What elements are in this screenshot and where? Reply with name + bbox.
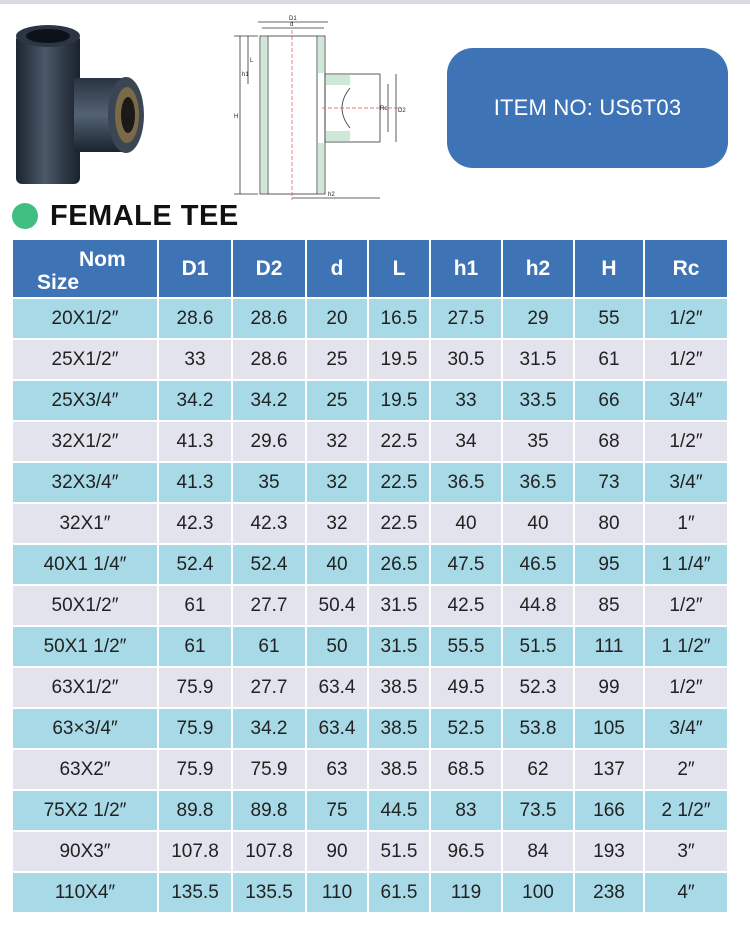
cell-d: 63.4 [306, 667, 368, 708]
cell-d2: 61 [232, 626, 306, 667]
item-number-text: ITEM NO: US6T03 [493, 95, 682, 120]
cell-d1: 34.2 [158, 380, 232, 421]
cell-h: 99 [574, 667, 644, 708]
cell-h2: 53.8 [502, 708, 574, 749]
cell-d1: 33 [158, 339, 232, 380]
cell-size: 50X1/2″ [13, 585, 158, 626]
table-row [13, 298, 727, 339]
cell-l: 22.5 [368, 421, 430, 462]
cell-d1: 61 [158, 626, 232, 667]
cell-size: 63X1/2″ [13, 667, 158, 708]
cell-rc: 1 1/4″ [644, 544, 727, 585]
cell-rc: 3/4″ [644, 708, 727, 749]
cell-size: 90X3″ [13, 831, 158, 872]
cell-h2: 40 [502, 503, 574, 544]
cell-h1: 68.5 [430, 749, 502, 790]
cell-size: 32X3/4″ [13, 462, 158, 503]
spec-table-body [13, 298, 727, 912]
cell-h: 61 [574, 339, 644, 380]
cell-l: 31.5 [368, 626, 430, 667]
cell-d1: 89.8 [158, 790, 232, 831]
table-row [13, 462, 727, 503]
header-d1: D1 [158, 240, 232, 298]
cell-size: 50X1 1/2″ [13, 626, 158, 667]
table-row [13, 831, 727, 872]
header-l: L [368, 240, 430, 298]
cell-h1: 33 [430, 380, 502, 421]
cell-d1: 75.9 [158, 667, 232, 708]
cell-d2: 135.5 [232, 872, 306, 912]
cell-h1: 49.5 [430, 667, 502, 708]
cell-h: 55 [574, 298, 644, 339]
drawing-label-d2: D2 [398, 108, 406, 114]
cell-h1: 55.5 [430, 626, 502, 667]
cell-l: 16.5 [368, 298, 430, 339]
cell-h2: 44.8 [502, 585, 574, 626]
table-row [13, 503, 727, 544]
drawing-label-rc: Rc [380, 106, 388, 112]
cell-h1: 40 [430, 503, 502, 544]
cell-d2: 28.6 [232, 298, 306, 339]
header-rc: Rc [644, 240, 727, 298]
cell-h1: 52.5 [430, 708, 502, 749]
cell-size: 32X1/2″ [13, 421, 158, 462]
cell-rc: 1/2″ [644, 298, 727, 339]
drawing-label-h2: h2 [328, 192, 335, 198]
cell-d: 50 [306, 626, 368, 667]
table-row [13, 749, 727, 790]
cell-d2: 34.2 [232, 708, 306, 749]
cell-h2: 62 [502, 749, 574, 790]
cell-h: 73 [574, 462, 644, 503]
cell-rc: 1/2″ [644, 421, 727, 462]
cell-rc: 1 1/2″ [644, 626, 727, 667]
cell-l: 22.5 [368, 462, 430, 503]
cell-rc: 1/2″ [644, 339, 727, 380]
cell-d1: 41.3 [158, 462, 232, 503]
cell-rc: 2″ [644, 749, 727, 790]
cell-h: 111 [574, 626, 644, 667]
header-h1: h1 [430, 240, 502, 298]
drawing-label-d: d [290, 22, 294, 28]
cell-h2: 46.5 [502, 544, 574, 585]
cell-d: 63.4 [306, 708, 368, 749]
table-row [13, 380, 727, 421]
cell-d2: 34.2 [232, 380, 306, 421]
cell-h2: 35 [502, 421, 574, 462]
tee-product-photo [10, 20, 150, 190]
table-row [13, 626, 727, 667]
cell-l: 38.5 [368, 667, 430, 708]
cell-l: 31.5 [368, 585, 430, 626]
cell-h: 238 [574, 872, 644, 912]
cell-h: 137 [574, 749, 644, 790]
product-title: FEMALE TEE [50, 199, 239, 232]
cell-h: 80 [574, 503, 644, 544]
header-d: d [306, 240, 368, 298]
header-nom-size [13, 240, 158, 298]
header-h: H [574, 240, 644, 298]
cell-d1: 52.4 [158, 544, 232, 585]
cell-h: 68 [574, 421, 644, 462]
header-d2: D2 [232, 240, 306, 298]
cell-size: 75X2 1/2″ [13, 790, 158, 831]
cell-d2: 28.6 [232, 339, 306, 380]
cell-d1: 135.5 [158, 872, 232, 912]
table-row [13, 872, 727, 912]
cell-l: 19.5 [368, 339, 430, 380]
cell-l: 44.5 [368, 790, 430, 831]
cell-h2: 36.5 [502, 462, 574, 503]
cell-h1: 36.5 [430, 462, 502, 503]
table-row [13, 790, 727, 831]
cell-d: 25 [306, 339, 368, 380]
cell-d1: 61 [158, 585, 232, 626]
spec-header-row [13, 240, 727, 298]
cell-size: 40X1 1/4″ [13, 544, 158, 585]
cell-d1: 42.3 [158, 503, 232, 544]
drawing-label-h1: h1 [242, 72, 249, 78]
cell-rc: 3/4″ [644, 462, 727, 503]
cell-h1: 42.5 [430, 585, 502, 626]
cell-size: 25X3/4″ [13, 380, 158, 421]
header-h2: h2 [502, 240, 574, 298]
cell-h1: 47.5 [430, 544, 502, 585]
cell-rc: 3″ [644, 831, 727, 872]
cell-h2: 31.5 [502, 339, 574, 380]
cell-h2: 73.5 [502, 790, 574, 831]
header-size: Size [37, 271, 80, 294]
cell-h1: 30.5 [430, 339, 502, 380]
cell-d2: 75.9 [232, 749, 306, 790]
cell-l: 19.5 [368, 380, 430, 421]
cell-h1: 83 [430, 790, 502, 831]
cell-size: 63×3/4″ [13, 708, 158, 749]
cell-d: 40 [306, 544, 368, 585]
cell-d1: 75.9 [158, 708, 232, 749]
cell-d: 75 [306, 790, 368, 831]
cell-rc: 4″ [644, 872, 727, 912]
cell-d1: 28.6 [158, 298, 232, 339]
cell-rc: 1″ [644, 503, 727, 544]
table-row [13, 544, 727, 585]
cell-d: 25 [306, 380, 368, 421]
cell-d2: 35 [232, 462, 306, 503]
cell-rc: 1/2″ [644, 667, 727, 708]
cell-h2: 84 [502, 831, 574, 872]
table-row [13, 339, 727, 380]
item-number-box [447, 48, 728, 168]
cell-rc: 1/2″ [644, 585, 727, 626]
drawing-label-h: H [234, 114, 239, 120]
cell-d: 110 [306, 872, 368, 912]
top-divider [0, 0, 750, 4]
table-row [13, 585, 727, 626]
cell-size: 20X1/2″ [13, 298, 158, 339]
cell-d: 20 [306, 298, 368, 339]
drawing-label-d1: D1 [289, 16, 297, 22]
cell-h2: 52.3 [502, 667, 574, 708]
drawing-label-l: L [250, 58, 254, 64]
table-row [13, 421, 727, 462]
cell-l: 22.5 [368, 503, 430, 544]
cell-rc: 3/4″ [644, 380, 727, 421]
cell-size: 32X1″ [13, 503, 158, 544]
spec-table [13, 240, 727, 912]
cell-l: 51.5 [368, 831, 430, 872]
cell-d2: 52.4 [232, 544, 306, 585]
cell-h: 95 [574, 544, 644, 585]
table-row [13, 708, 727, 749]
cell-d2: 107.8 [232, 831, 306, 872]
cell-d2: 42.3 [232, 503, 306, 544]
cell-h1: 119 [430, 872, 502, 912]
cell-h: 166 [574, 790, 644, 831]
cell-d2: 89.8 [232, 790, 306, 831]
cell-d2: 29.6 [232, 421, 306, 462]
cell-h2: 100 [502, 872, 574, 912]
cell-d: 32 [306, 462, 368, 503]
green-dot-icon [12, 203, 38, 229]
cell-size: 25X1/2″ [13, 339, 158, 380]
cell-d2: 27.7 [232, 667, 306, 708]
cell-h1: 34 [430, 421, 502, 462]
cell-d: 50.4 [306, 585, 368, 626]
cell-l: 38.5 [368, 749, 430, 790]
cell-size: 110X4″ [13, 872, 158, 912]
cell-size: 63X2″ [13, 749, 158, 790]
cell-d1: 107.8 [158, 831, 232, 872]
cell-h: 105 [574, 708, 644, 749]
cell-l: 26.5 [368, 544, 430, 585]
cell-d: 63 [306, 749, 368, 790]
cell-h: 193 [574, 831, 644, 872]
cell-h2: 33.5 [502, 380, 574, 421]
tee-technical-drawing [210, 14, 410, 204]
cell-d1: 75.9 [158, 749, 232, 790]
cell-d1: 41.3 [158, 421, 232, 462]
cell-d2: 27.7 [232, 585, 306, 626]
cell-l: 61.5 [368, 872, 430, 912]
cell-d: 32 [306, 503, 368, 544]
cell-h1: 27.5 [430, 298, 502, 339]
cell-h2: 29 [502, 298, 574, 339]
header-nom: Nom [79, 248, 126, 271]
product-title-row [12, 198, 239, 234]
cell-h2: 51.5 [502, 626, 574, 667]
table-row [13, 667, 727, 708]
cell-h1: 96.5 [430, 831, 502, 872]
cell-h: 85 [574, 585, 644, 626]
cell-d: 32 [306, 421, 368, 462]
cell-l: 38.5 [368, 708, 430, 749]
cell-h: 66 [574, 380, 644, 421]
cell-d: 90 [306, 831, 368, 872]
cell-rc: 2 1/2″ [644, 790, 727, 831]
